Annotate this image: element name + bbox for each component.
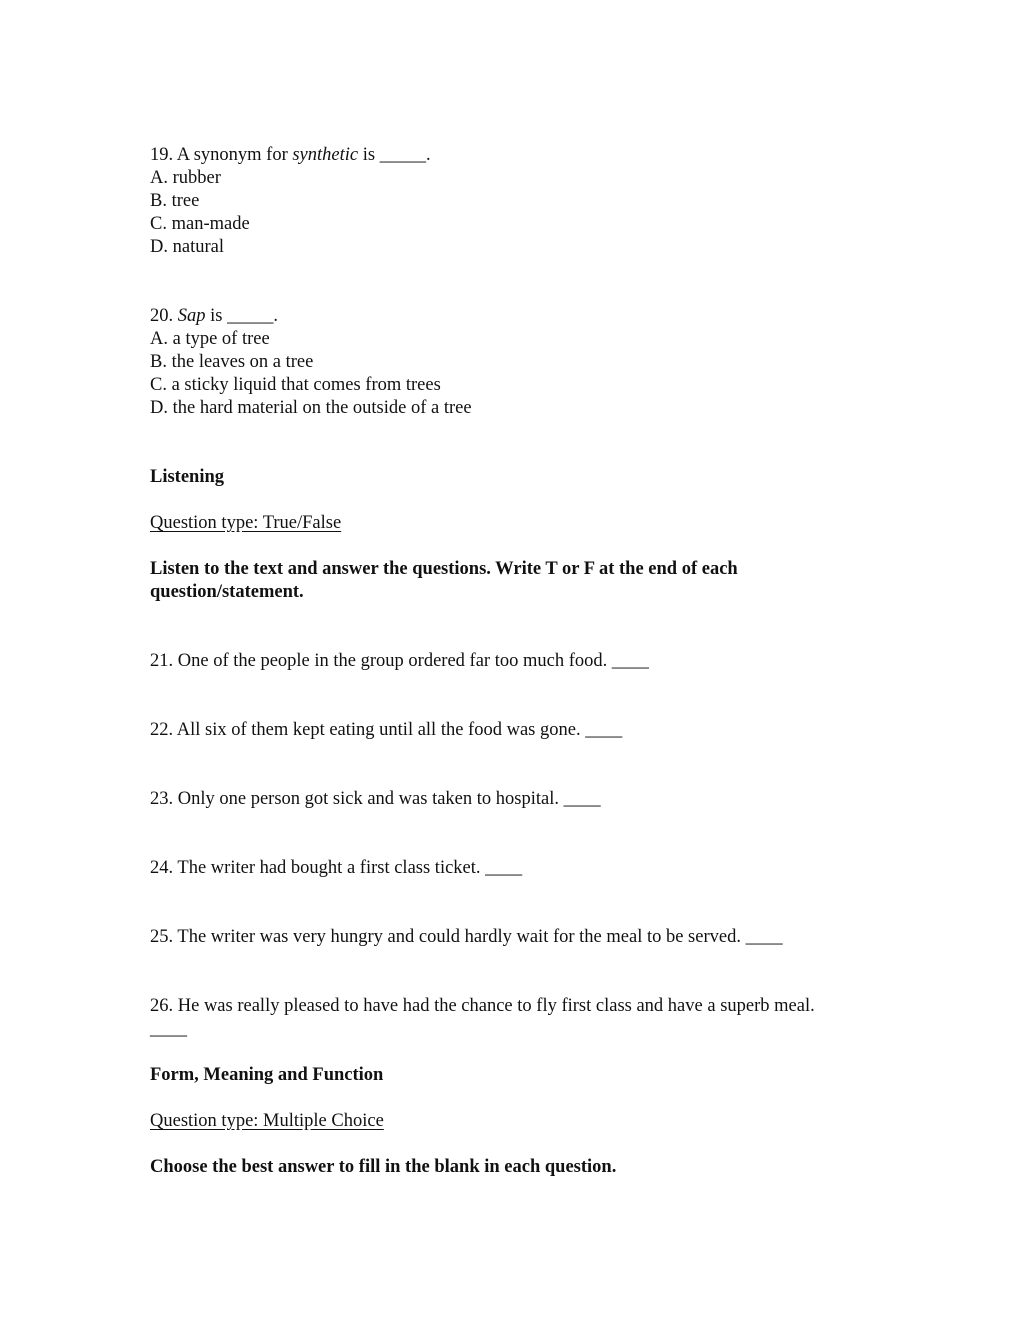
tf-question-22: 22. All six of them kept eating until all the food was gone. ____ [150,720,623,740]
option-20-c: C. a sticky liquid that comes from trees [150,375,441,395]
instruction-line-2: question/statement. [150,582,304,602]
instruction-line-1: Listen to the text and answer the questions. Write T or F at the end of each [150,559,738,579]
option-19-a: A. rubber [150,168,221,188]
question-number: 20. [150,306,174,326]
instruction-line: Choose the best answer to fill in the blank in each question. [150,1157,617,1177]
tf-question-26-blank: ____ [150,1019,187,1039]
question-term: synthetic [292,145,359,165]
option-19-b: B. tree [150,191,200,211]
document-page [150,0,910,1320]
question-term: Sap [177,306,206,326]
question-20-stem [150,305,278,328]
tf-question-26: 26. He was really pleased to have had the chance to fly first class and have a superb meal. [150,996,815,1016]
question-type-label: Question type: Multiple Choice [150,1111,384,1131]
question-number: 19. [150,145,174,165]
question-19-stem [150,144,431,167]
section-heading-listening: Listening [150,467,225,487]
tf-question-21: 21. One of the people in the group ordered far too much food. ____ [150,651,649,671]
question-text: A synonym for [176,145,288,165]
option-19-c: C. man-made [150,214,250,234]
question-type-label: Question type: True/False [150,513,342,533]
tf-question-24: 24. The writer had bought a first class ticket. ____ [150,858,523,878]
option-20-b: B. the leaves on a tree [150,352,314,372]
question-blank: is _____. [210,306,278,326]
tf-question-25: 25. The writer was very hungry and could hardly wait for the meal to be served. ____ [150,927,783,947]
tf-question-23: 23. Only one person got sick and was taken to hospital. ____ [150,789,601,809]
option-20-d: D. the hard material on the outside of a tree [150,398,472,418]
option-19-d: D. natural [150,237,224,257]
question-blank: is _____. [362,145,431,165]
section-heading-form-meaning-function: Form, Meaning and Function [150,1065,384,1085]
option-20-a: A. a type of tree [150,329,270,349]
